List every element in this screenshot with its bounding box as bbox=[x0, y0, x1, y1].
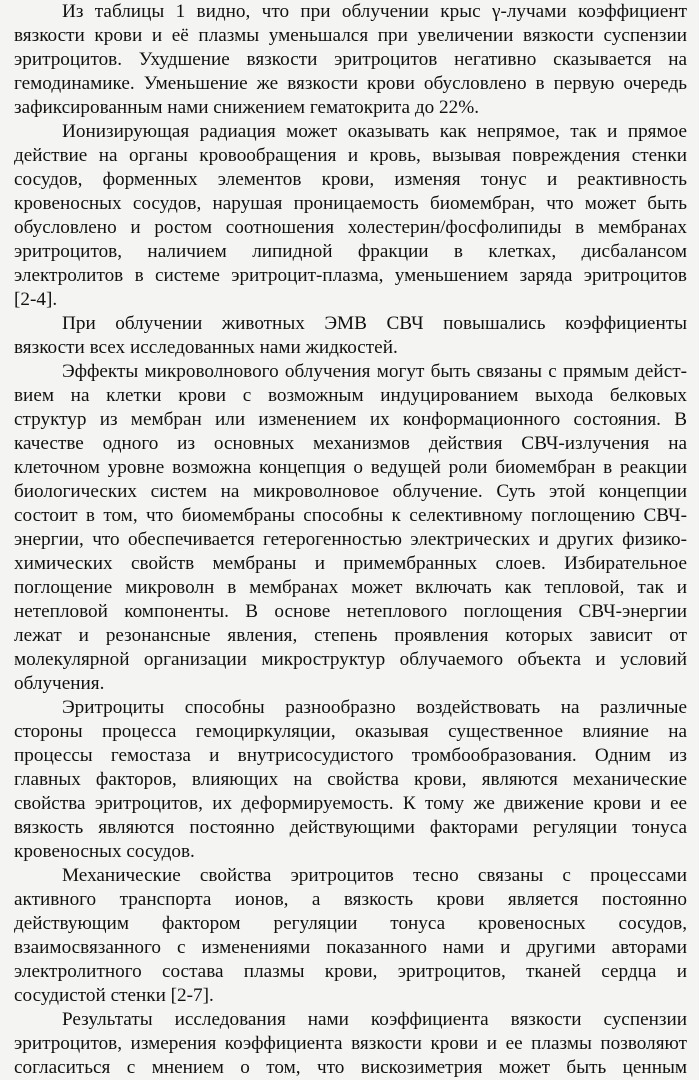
text-line: взаимосвязанного с изменениями показанного нами и другими авторами bbox=[14, 937, 687, 958]
text-line: активного транспорта ионов, а вязкость крови является постоянно bbox=[14, 889, 687, 910]
paragraph-3 bbox=[14, 312, 687, 360]
text-line: энергии, что обеспечивается гетерогенностью электрических и других физико- bbox=[14, 529, 687, 550]
text-line: электролитов в системе эритроцит-плазма, уменьшением заряда эритроцитов bbox=[14, 265, 687, 286]
text-line: эритроцитов, наличием липидной фракции в клетках, дисбалансом bbox=[14, 241, 687, 262]
text-line: зафиксированным нами снижением гематокрита до 22%. bbox=[14, 97, 479, 118]
paragraph-7 bbox=[14, 1008, 687, 1080]
text-line: вязкость являются постоянно действующими факторами регуляции тонуса bbox=[14, 817, 687, 838]
text-line: действующим фактором регуляции тонуса кровеносных сосудов, bbox=[14, 913, 687, 934]
text-line: структур из мембран или изменением их конформационного состояния. В bbox=[14, 409, 687, 430]
text-line: Эффекты микроволнового облучения могут быть связаны с прямым дейст- bbox=[62, 361, 687, 382]
text-line: лежат и резонансные явления, степень проявления которых зависит от bbox=[14, 625, 687, 646]
text-line: вием на клетки крови с возможным индуцированием выхода белковых bbox=[14, 385, 687, 406]
text-line: При облучении животных ЭМВ СВЧ повышались коэффициенты bbox=[62, 313, 687, 334]
text-line: эритроцитов. Ухудшение вязкости эритроцитов негативно сказывается на bbox=[14, 49, 687, 70]
text-line: действие на органы кровообращения и кровь, вызывая повреждения стенки bbox=[14, 145, 687, 166]
text-line: молекулярной организации микроструктур облучаемого объекта и условий bbox=[14, 649, 687, 670]
text-line: химических свойств мембраны и примембранных слоев. Избирательное bbox=[14, 553, 687, 574]
document-page bbox=[14, 0, 687, 1078]
text-line: эритроцитов, измерения коэффициента вязкости крови и ее плазмы позволяют bbox=[14, 1033, 687, 1054]
text-line: биологических систем на микроволновое облучение. Суть этой концепции bbox=[14, 481, 687, 502]
paragraph-4 bbox=[14, 360, 687, 696]
text-line: гемодинамике. Уменьшение же вязкости крови обусловлено в первую очередь bbox=[14, 73, 687, 94]
text-line: поглощение микроволн в мембранах может включать как тепловой, так и bbox=[14, 577, 687, 598]
text-line: состоит в том, что биомембраны способны к селективному поглощению СВЧ- bbox=[14, 505, 687, 526]
text-line: процессы гемостаза и внутрисосудистого тромбообразования. Одним из bbox=[14, 745, 687, 766]
text-line: Из таблицы 1 видно, что при облучении крыс γ-лучами коэффициент bbox=[62, 1, 687, 22]
text-line: качестве одного из основных механизмов действия СВЧ-излучения на bbox=[14, 433, 687, 454]
text-line: Эритроциты способны разнообразно воздействовать на различные bbox=[62, 697, 687, 718]
text-line: стороны процесса гемоциркуляции, оказывая существенное влияние на bbox=[14, 721, 687, 742]
text-line: нетепловой компоненты. В основе нетеплового поглощения СВЧ-энергии bbox=[14, 601, 687, 622]
text-line: свойства эритроцитов, их деформируемость. К тому же движение крови и ее bbox=[14, 793, 687, 814]
text-line: клеточном уровне возможна концепция о ведущей роли биомембран в реакции bbox=[14, 457, 687, 478]
text-line: сосудистой стенки [2-7]. bbox=[14, 985, 214, 1006]
paragraph-6 bbox=[14, 864, 687, 1008]
paragraph-2 bbox=[14, 120, 687, 312]
paragraph-1 bbox=[14, 0, 687, 120]
text-line: обусловлено и ростом соотношения холестерин/фосфолипиды в мембранах bbox=[14, 217, 687, 238]
paragraph-5 bbox=[14, 696, 687, 864]
text-line: Результаты исследования нами коэффициента вязкости суспензии bbox=[62, 1009, 687, 1030]
text-line: главных факторов, влияющих на свойства крови, являются механические bbox=[14, 769, 687, 790]
text-line: электролитного состава плазмы крови, эритроцитов, тканей сердца и bbox=[14, 961, 687, 982]
text-line: облучения. bbox=[14, 673, 105, 694]
text-line: [2-4]. bbox=[14, 289, 58, 310]
text-line: сосудов, форменных элементов крови, изменяя тонус и реактивность bbox=[14, 169, 687, 190]
text-line: Механические свойства эритроцитов тесно связаны с процессами bbox=[62, 865, 687, 886]
text-line: Ионизирующая радиация может оказывать как непрямое, так и прямое bbox=[62, 121, 687, 142]
text-line: вязкости крови и её плазмы уменьшался при увеличении вязкости суспензии bbox=[14, 25, 687, 46]
text-line: согласиться с мнением о том, что вискозиметрия может быть ценным bbox=[14, 1057, 687, 1078]
text-line: вязкости всех исследованных нами жидкостей. bbox=[14, 337, 398, 358]
text-line: кровеносных сосудов. bbox=[14, 841, 195, 862]
text-line: кровеносных сосудов, нарушая проницаемость биомембран, что может быть bbox=[14, 193, 687, 214]
